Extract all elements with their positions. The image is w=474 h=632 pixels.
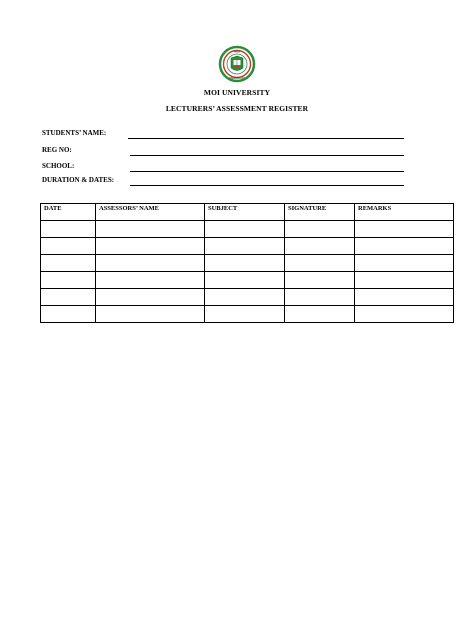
students-name-label: STUDENTS’ NAME:	[42, 129, 107, 137]
assessment-register-table	[40, 203, 454, 323]
remarks-cell[interactable]	[355, 306, 454, 323]
table-header-row	[41, 204, 454, 221]
signature-cell[interactable]	[285, 255, 355, 272]
school-line[interactable]	[130, 171, 404, 172]
remarks-cell[interactable]	[355, 238, 454, 255]
date-cell[interactable]	[41, 221, 96, 238]
date-cell[interactable]	[41, 289, 96, 306]
signature-cell[interactable]	[285, 238, 355, 255]
remarks-cell[interactable]	[355, 221, 454, 238]
column-header-signature: SIGNATURE	[285, 204, 355, 221]
moi-university-crest-icon	[206, 43, 268, 85]
subject-cell[interactable]	[205, 306, 285, 323]
subject-cell[interactable]	[205, 272, 285, 289]
duration-dates-label: DURATION & DATES:	[42, 176, 115, 184]
column-header-remarks: REMARKS	[355, 204, 454, 221]
remarks-cell[interactable]	[355, 272, 454, 289]
assessors-name-cell[interactable]	[96, 255, 205, 272]
subject-cell[interactable]	[205, 238, 285, 255]
school-field[interactable]	[42, 162, 412, 174]
column-header-date: DATE	[41, 204, 96, 221]
assessors-name-cell[interactable]	[96, 238, 205, 255]
duration-dates-line[interactable]	[130, 185, 404, 186]
university-name: MOI UNIVERSITY	[203, 88, 271, 97]
date-cell[interactable]	[41, 272, 96, 289]
table-row	[41, 238, 454, 255]
column-header-assessors-name: ASSESSORS’ NAME	[96, 204, 205, 221]
signature-cell[interactable]	[285, 272, 355, 289]
assessors-name-cell[interactable]	[96, 306, 205, 323]
signature-cell[interactable]	[285, 306, 355, 323]
assessors-name-cell[interactable]	[96, 272, 205, 289]
signature-cell[interactable]	[285, 221, 355, 238]
table-row	[41, 306, 454, 323]
table-row	[41, 289, 454, 306]
duration-dates-field[interactable]	[42, 176, 412, 188]
remarks-cell[interactable]	[355, 255, 454, 272]
date-cell[interactable]	[41, 255, 96, 272]
table-row	[41, 255, 454, 272]
subject-cell[interactable]	[205, 289, 285, 306]
assessors-name-cell[interactable]	[96, 221, 205, 238]
date-cell[interactable]	[41, 238, 96, 255]
table-row	[41, 272, 454, 289]
logo-text-bottom: UNIVERSITY	[229, 77, 245, 80]
subject-cell[interactable]	[205, 255, 285, 272]
date-cell[interactable]	[41, 306, 96, 323]
students-name-line[interactable]	[128, 138, 404, 139]
university-logo	[206, 43, 268, 85]
reg-no-line[interactable]	[130, 155, 404, 156]
subject-cell[interactable]	[205, 221, 285, 238]
table-row	[41, 221, 454, 238]
students-name-field[interactable]	[42, 129, 412, 141]
reg-no-label: REG NO:	[42, 146, 72, 154]
register-title: LECTURERS’ ASSESSMENT REGISTER	[165, 104, 309, 113]
column-header-subject: SUBJECT	[205, 204, 285, 221]
remarks-cell[interactable]	[355, 289, 454, 306]
assessors-name-cell[interactable]	[96, 289, 205, 306]
school-label: SCHOOL:	[42, 162, 75, 170]
signature-cell[interactable]	[285, 289, 355, 306]
reg-no-field[interactable]	[42, 146, 412, 158]
logo-text-top: MOI	[234, 49, 240, 54]
